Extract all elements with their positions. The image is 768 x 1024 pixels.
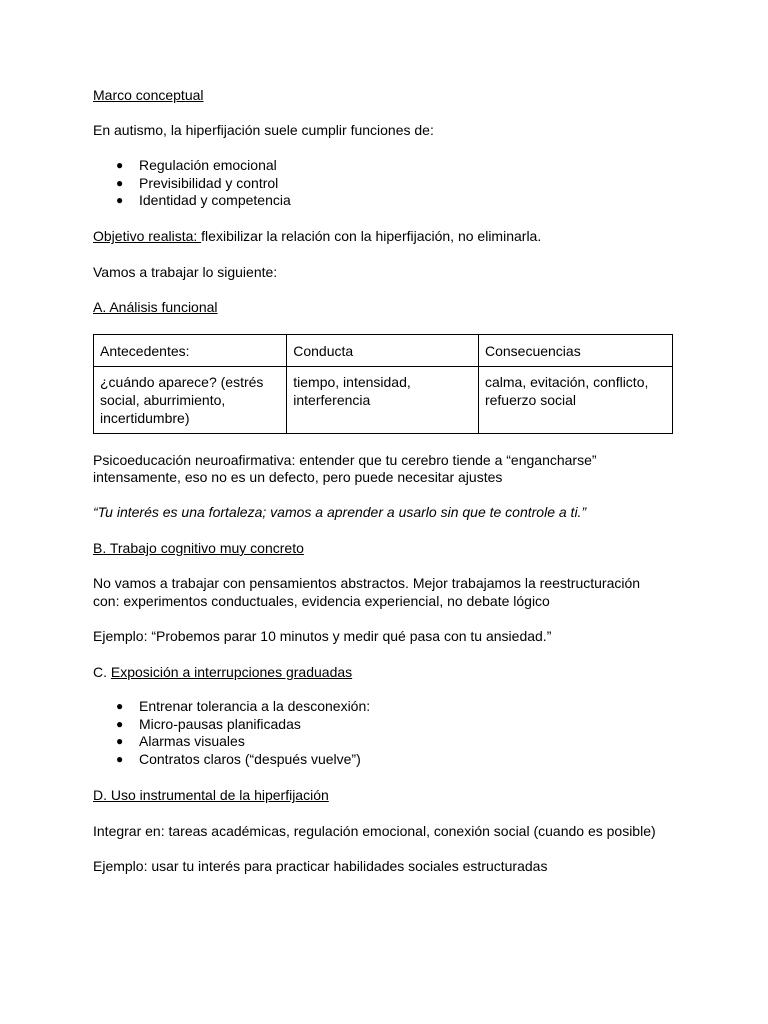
list-item: ● Contratos claros (“después vuelve”) (116, 750, 361, 767)
paragraph-b-ejemplo: Ejemplo: “Probemos parar 10 minutos y medir qué pasa con tu ansiedad.” (93, 628, 552, 644)
list-item: ● Entrenar tolerancia a la desconexión: (116, 698, 371, 714)
bullet-icon: ● (116, 699, 124, 713)
heading-section-b: B. Trabajo cognitivo muy concreto (93, 540, 304, 556)
table-header-cell: Conducta (287, 335, 479, 367)
table-cell: ¿cuándo aparece? (estrés social, aburrimiento, incertidumbre) (94, 367, 287, 434)
paragraph-vamos: Vamos a trabajar lo siguiente: (93, 264, 278, 280)
table-header-cell: Antecedentes: (94, 335, 287, 367)
list-item: ● Previsibilidad y control (116, 174, 279, 191)
objetivo-text: flexibilizar la relación con la hiperfijación, no eliminarla. (201, 228, 542, 244)
paragraph-b-line2: con: experimentos conductuales, evidencia experiencial, no debate lógico (93, 593, 550, 609)
heading-section-d: D. Uso instrumental de la hiperfijación (93, 787, 329, 803)
paragraph-intro: En autismo, la hiperfijación suele cumplir funciones de: (93, 122, 434, 138)
quote-fortaleza: “Tu interés es una fortaleza; vamos a aprender a usarlo sin que te controle a ti.” (93, 504, 587, 520)
table-cell: calma, evitación, conflicto, refuerzo social (478, 367, 672, 434)
paragraph-d-ejemplo: Ejemplo: usar tu interés para practicar habilidades sociales estructuradas (93, 858, 548, 874)
paragraph-psicoeducacion-line1: Psicoeducación neuroafirmativa: entender que tu cerebro tiende a “engancharse” (93, 452, 597, 468)
table-cell: tiempo, intensidad, interferencia (287, 367, 479, 434)
objetivo-label: Objetivo realista: (93, 228, 202, 244)
bullet-icon: ● (116, 158, 124, 172)
paragraph-objetivo (93, 227, 541, 245)
bullet-icon: ● (116, 734, 124, 748)
heading-section-c (93, 663, 352, 681)
section-c-prefix: C. (93, 664, 111, 680)
paragraph-b-line1: No vamos a trabajar con pensamientos abstractos. Mejor trabajamos la reestructuración (93, 575, 641, 591)
list-item: ● Micro-pausas planificadas (116, 715, 301, 732)
heading-section-a: A. Análisis funcional (93, 299, 218, 315)
bullet-icon: ● (116, 751, 124, 766)
list-item: ● Regulación emocional (116, 157, 277, 173)
list-item: ● Alarmas visuales (116, 733, 245, 749)
heading-marco-conceptual: Marco conceptual (93, 87, 204, 103)
list-funciones (93, 157, 291, 210)
paragraph-psicoeducacion-line2: intensamente, eso no es un defecto, pero puede necesitar ajustes (93, 469, 503, 485)
table-header-row (94, 335, 673, 367)
section-c-title: Exposición a interrupciones graduadas (110, 664, 353, 680)
bullet-icon: ● (116, 193, 124, 207)
list-interrupciones (93, 698, 370, 768)
paragraph-d-integrar: Integrar en: tareas académicas, regulación emocional, conexión social (cuando es posible) (93, 823, 656, 839)
functional-analysis-table (93, 334, 673, 434)
table-row (94, 367, 673, 434)
list-item: ● Identidad y competencia (116, 192, 291, 208)
bullet-icon: ● (116, 716, 124, 731)
bullet-icon: ● (116, 175, 124, 190)
table-header-cell: Consecuencias (478, 335, 672, 367)
